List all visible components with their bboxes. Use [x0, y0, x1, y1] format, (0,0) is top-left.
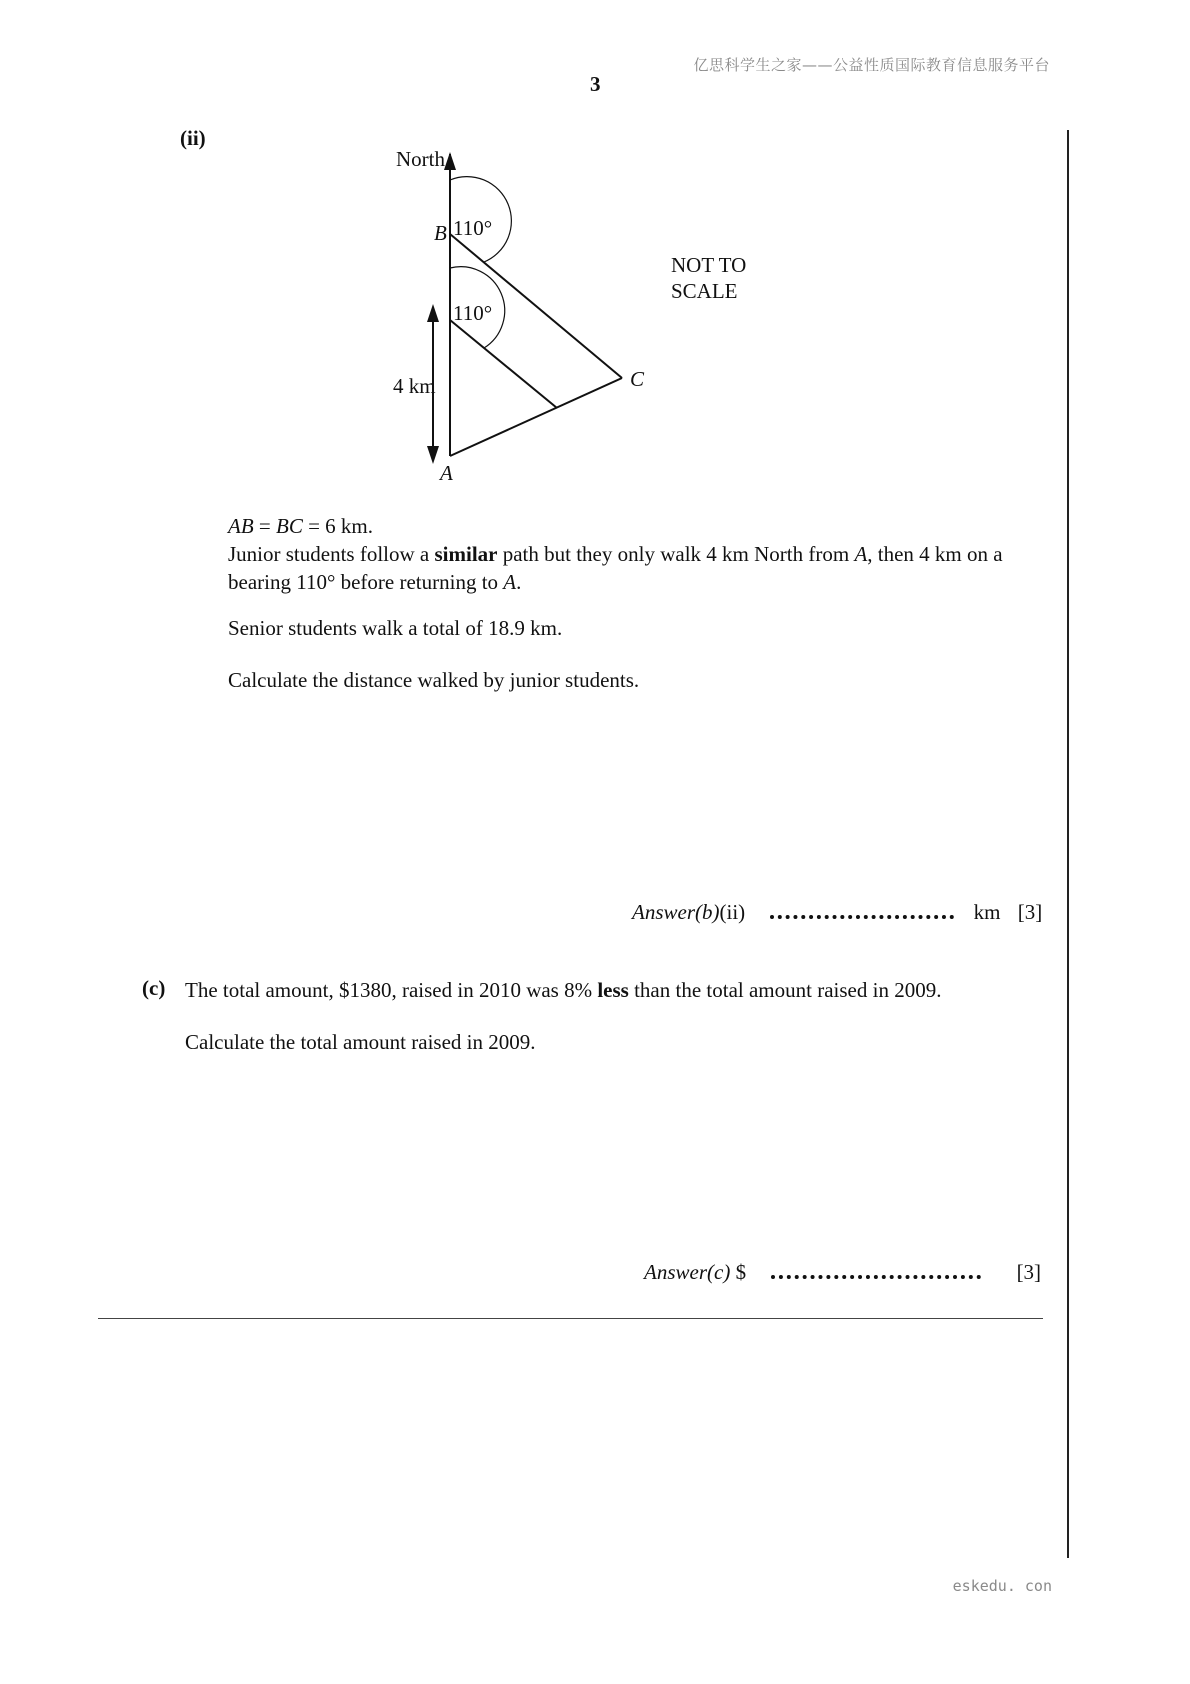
answer-b-ii-field[interactable]	[770, 901, 954, 919]
answer-c-label-italic: Answer(c)	[644, 1260, 731, 1284]
senior-text: Senior students walk a total of 18.9 km.	[228, 616, 563, 640]
answer-b-ii-row	[632, 900, 1042, 925]
answer-b-ii-label-rest: (ii)	[719, 900, 746, 924]
junior-text-1: Junior students follow a	[228, 542, 435, 566]
answer-c-field[interactable]	[771, 1261, 981, 1279]
point-a-label: A	[440, 461, 453, 485]
bearing-diagram	[360, 140, 760, 490]
junior-text-4: .	[516, 570, 522, 594]
footer-watermark: eskedu. con	[952, 1577, 1052, 1595]
part-c-text-2: than the total amount raised in 2009.	[628, 978, 942, 1002]
part-c-text-1: The total amount, $1380, raised in 2010 was 8%	[185, 978, 598, 1002]
part-b-ii-label: (ii)	[180, 126, 206, 150]
north-label: North	[396, 147, 445, 171]
given-rest: = 6 km.	[302, 514, 374, 538]
junior-segment	[450, 320, 557, 408]
right-margin-rule	[1067, 130, 1069, 1558]
junior-text-2: path but they only walk 4 km North from	[497, 542, 855, 566]
header-watermark: 亿思科学生之家——公益性质国际教育信息服务平台	[693, 56, 1050, 74]
distance-arrow-top-icon	[427, 304, 439, 322]
point-b-label: B	[434, 221, 447, 245]
junior-text-bold: similar	[434, 542, 498, 566]
part-c-text-bold: less	[597, 978, 629, 1002]
junior-point-a-1: A	[854, 542, 868, 566]
angle-lower-label: 110°	[453, 301, 493, 325]
distance-label: 4 km	[393, 374, 436, 398]
answer-b-ii-unit: km	[973, 900, 1001, 924]
part-c-instruction: Calculate the total amount raised in 2009.	[185, 1030, 536, 1054]
answer-c-row	[644, 1260, 1041, 1285]
junior-point-a-2: A	[503, 570, 517, 594]
answer-c-marks: [3]	[1016, 1260, 1042, 1284]
junior-text-3: , then 4 km on a bearing 110° before returning to	[228, 542, 1003, 594]
b-ii-instruction: Calculate the distance walked by junior students.	[228, 668, 640, 692]
scale-note-line-1: NOT TO	[671, 253, 747, 277]
angle-upper-label: 110°	[453, 216, 493, 240]
answer-b-ii-label-italic: Answer(b)	[632, 900, 720, 924]
north-arrow-icon	[444, 152, 456, 170]
given-info: AB = BC = 6 km. Junior students follow a similar path but they only walk 4 km North from A, then 4 km on a bearing 110° before returning to A.	[228, 514, 1003, 594]
point-c-label: C	[630, 367, 645, 391]
answer-b-ii-marks: [3]	[1017, 900, 1043, 924]
scale-note-line-2: SCALE	[671, 279, 738, 303]
page-number: 3	[590, 72, 601, 96]
bottom-rule	[98, 1318, 1043, 1319]
part-c-text	[185, 976, 1055, 1004]
given-bc: BC	[276, 514, 303, 538]
part-c-label: (c)	[142, 976, 166, 1000]
distance-arrow-bottom-icon	[427, 446, 439, 464]
given-ab: AB	[228, 514, 254, 538]
answer-c-label-rest: $	[730, 1260, 747, 1284]
